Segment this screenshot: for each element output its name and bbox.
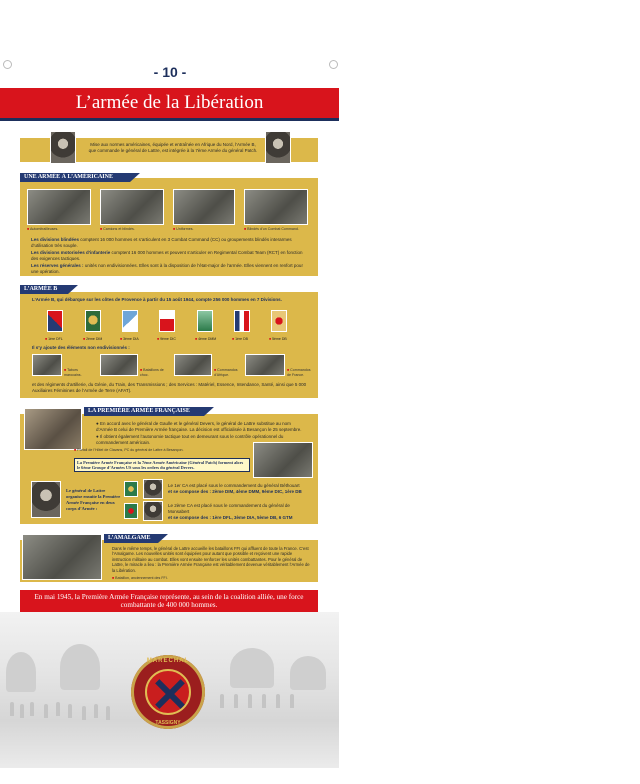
caption-bataillon-ffi: ■ Bataillon, anciennement des FFI. [112, 576, 168, 581]
portrait-de-lattre [31, 481, 61, 518]
photo-automitrailleuses [27, 189, 91, 225]
photo-uniformes [173, 189, 235, 225]
insignia-label-4: ■ 9ème DIC [157, 337, 176, 341]
paragraph-divisions-blindees: Les divisions blindées comptent 16 000 hommes et s’articulent en 3 Combat Command (CC) ou groupements blindés interarmes d’utilisation très souple. [31, 237, 292, 248]
photo-combat-command [244, 189, 308, 225]
insignia-seal [131, 655, 205, 729]
section-armee-b-heading: L’ARMÉE B [20, 285, 68, 294]
devers-box: La Première Armée Française et la 7ème Armée Américaine (Général Patch) forment alors le 6ème Groupe d’Armées US sous les ordres du général Devers. [74, 458, 250, 472]
caption-commandos-afrique: ■ Commandos d’Afrique. [214, 368, 244, 377]
intro-text: Mise aux normes américaines, équipée et entraînée en Afrique du Nord, l’Armée B, que commande le général de Lattre, est intégrée à la 7ème Armée du général Patch. [88, 142, 258, 153]
section-premiere-armee-heading: LA PREMIÈRE ARMÉE FRANÇAISE [84, 407, 204, 416]
insignia-label-5: ■ 4ème DMM [195, 337, 216, 341]
section-americaine-heading: UNE ARMÉE À L’AMÉRICAINE [20, 173, 130, 182]
insignia-2-ca [124, 503, 138, 519]
insignia-label-1: ■ 1ère DFL [45, 337, 63, 341]
premiere-armee-bullet-1: ● En accord avec le général de Gaulle et le général Devers, le général de Lattre substitue au nom d’Armée B celui de Première Armée française. La décision est officialisée à Besançon le 25 septembre. [96, 421, 302, 432]
insignia-3-dia [122, 310, 138, 332]
insignia-5-db [271, 310, 287, 332]
insignia-label-3: ■ 3ème DIA [120, 337, 139, 341]
caption-uniformes: ■ Uniformes. [173, 227, 194, 232]
seal-text-bottom: TASSIGNY [155, 720, 181, 726]
insignia-label-2: ■ 2ème DIM [83, 337, 102, 341]
label-divisions-infanterie: Les divisions motorisées d’infanterie [31, 250, 111, 255]
ca2-command: Le 2ème CA est placé sous le commandement du général de Monsabert [168, 503, 290, 514]
seal-text-top: MARECHAL [146, 658, 190, 664]
armee-b-extra: Il s’y ajoute des éléments non endivisionnés : [32, 345, 130, 350]
ca2-text [168, 503, 308, 521]
label-reserves: Les réserves générales : [31, 263, 84, 268]
caption-automitrailleuses: ■ Automitrailleuses. [27, 227, 58, 232]
insignia-1-db [234, 310, 250, 332]
lattre-organise: Le général de Lattre organise ensuite la Première Armée Française en deux corps d’Armée : [66, 488, 121, 511]
caption-combat-command: ■ Blindés d’un Combat Command. [244, 227, 299, 232]
photo-bataillons-choc [100, 354, 138, 376]
ca1-text [168, 483, 308, 495]
label-divisions-blindees: Les divisions blindées [31, 237, 80, 242]
poster-title: L’armée de la Libération [0, 88, 339, 121]
ca1-composition: et se compose des : 2ème DIM, 4ème DMM, 9ème DIC, 1ère DB [168, 489, 302, 494]
caption-commandos-france: ■ Commandos de France. [287, 368, 315, 377]
paragraph-divisions-infanterie: Les divisions motorisées d’infanterie comptent 16 000 hommes et peuvent s’articuler en Regimental Combat Team (RCT) en fonction des exigences tactiques. [31, 250, 303, 261]
insignia-label-7: ■ 5ème DB [269, 337, 287, 341]
photo-commandos-france [245, 354, 285, 376]
caption-bataillons-choc: ■ Bataillons de choc. [140, 368, 170, 377]
ca2-composition: et se compose des : 1ère DFL, 3ème DIA, 5ème DB, 6 GTM [168, 515, 293, 520]
portrait-monsabert [143, 501, 163, 521]
caption-tabors: ■ Tabors marocains. [64, 368, 92, 377]
photo-hotel-clavans [24, 408, 82, 450]
paragraph-reserves: Les réserves générales : unités non endivisionnées. Elles sont à la disposition de l’état-major de l’armée. Elles viennent en renfort pour une opération. [31, 263, 303, 274]
ca1-command: Le 1er CA est placé sous le commandement du général Béthouart [168, 483, 300, 488]
portrait-bethouart [143, 479, 163, 499]
insignia-2-dim [85, 310, 101, 332]
portrait-right [265, 131, 291, 164]
caption-camions: ■ Camions et blindés. [100, 227, 135, 232]
section-amalgame-heading: L’AMALGAME [104, 534, 158, 543]
page-number: - 10 - [153, 64, 187, 80]
photo-commandos-afrique [174, 354, 212, 376]
photo-bataillon-ffi [22, 534, 102, 580]
photo-tabors [32, 354, 62, 376]
armee-b-foot: et des régiments d’artillerie, du Génie, du Train, des Transmissions ; des Services : Matériel, Essence, Intendance, Santé, ainsi que 5 000 Auxiliaires Féminines de l’Armée de Terre (AFAT). [32, 382, 307, 393]
insignia-4-dmm [197, 310, 213, 332]
amalgame-text: Dans le même temps, le général de Lattre accueille les bataillons FFI qui affluent de toute la France. C’est l’Amalgame. Les nouvelles unités sont équipées pour autant que possible et reçoivent une rapide instruction militaire au combat. Elles vont ensuite renforcer les unités combattantes. Pour le général de Lattre, le miracle a lieu : la Première Armée Française est véritablement devenue véritablement l’Armée de la Libération. [112, 546, 310, 573]
photo-generals [253, 442, 313, 478]
armee-b-lead: L’Armée B, qui débarque sur les côtes de Provence à partir du 15 août 1944, compte 256 000 hommes en 7 Divisions. [32, 297, 282, 302]
footer-banner: En mai 1945, la Première Armée Française représente, au sein de la coalition alliée, une force combattante de 400 000 hommes. [20, 590, 318, 612]
premiere-armee-bullet-2: ● Il obtient également l’autonomie tactique tout en demeurant sous le contrôle opérationnel du commandement américain. [96, 434, 284, 445]
insignia-1-dfl [47, 310, 63, 332]
insignia-1-ca [124, 481, 138, 497]
insignia-label-6: ■ 1ère DB [232, 337, 248, 341]
photo-camions [100, 189, 164, 225]
insignia-9-dic [159, 310, 175, 332]
portrait-left [50, 131, 76, 164]
caption-hotel-clavans: ■ Portail de l’Hôtel de Clavans, PC du général de Lattre à Besançon. [74, 448, 224, 453]
